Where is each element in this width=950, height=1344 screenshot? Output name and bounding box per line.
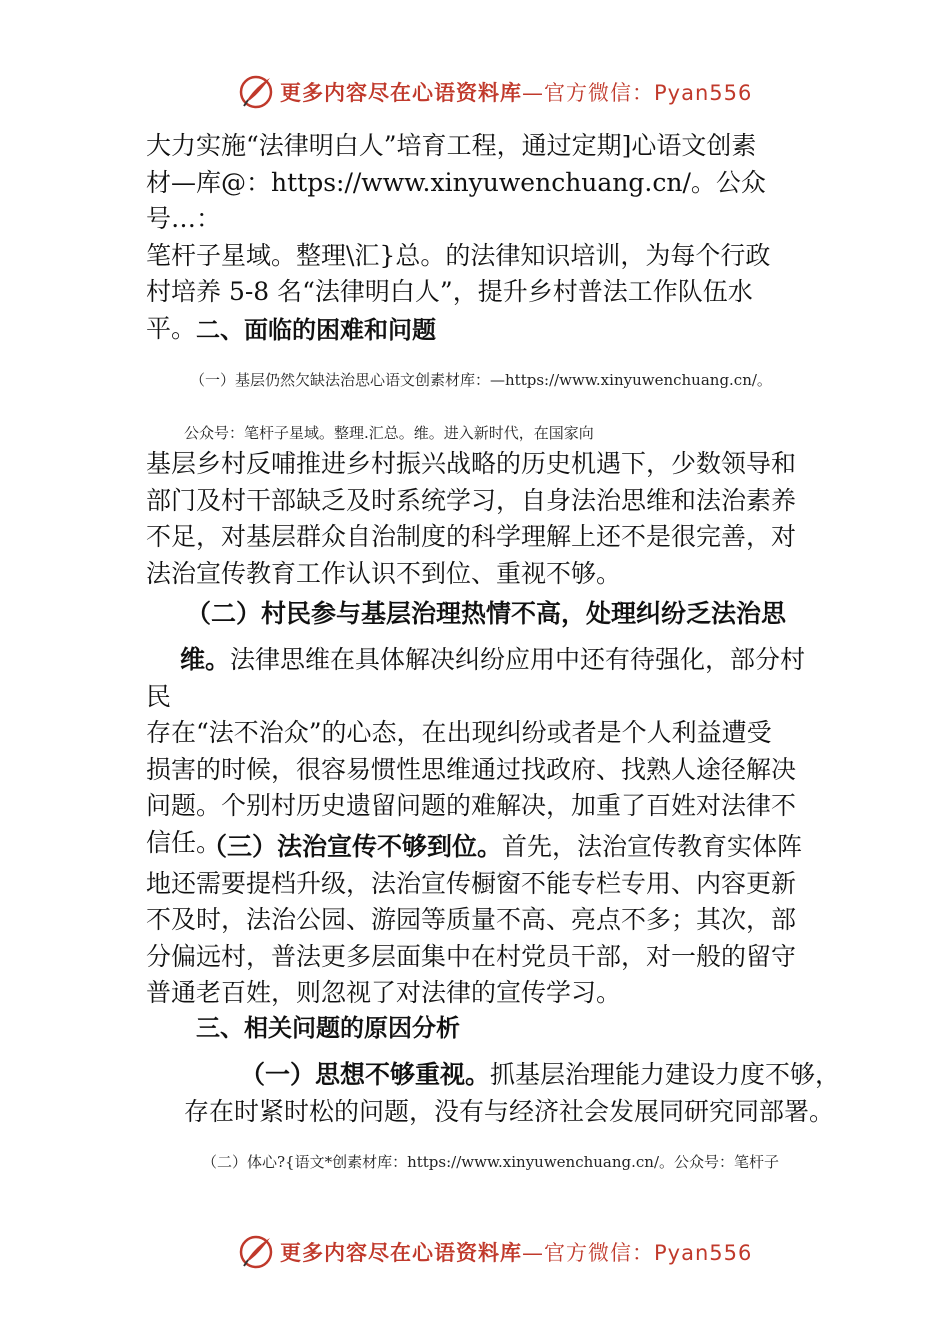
note-line-2: 公众号：笔杆子星域。整理.汇总。维。进入新时代，在国家向	[184, 424, 594, 442]
banner-text: 更多内容尽在心语资料库—官方微信：Pyan556	[280, 1241, 753, 1265]
note-line-1: （一）基层仍然欠缺法治思心语文创素材库：—https://www.xinyuwenchuang.cn/。	[190, 371, 772, 389]
section-heading-causes: 三、相关问题的原因分析	[196, 1014, 460, 1042]
paragraph-grassroots: 基层乡村反哺推进乡村振兴战略的历史机遇下，少数领导和 部门及村干部缺乏及时系统学习，自身法治思维和法治素养 不足，对基层群众自治制度的科学理解上还不是很完善，对 法治宣传教育工作认识不到位、重视不够。	[146, 449, 797, 588]
paragraph-legal-thinking: 维。法律思维在具体解决纠纷应用中还有待强化，部分村民 存在“法不治众”的心态，在出现纠纷或者是个人利益遭受 损害的时候，很容易惯性思维通过找政府、找熟人途径解决 问题。个别村历史遗留问题的难解决，加重了百姓对法律不 信任。	[146, 645, 806, 857]
paragraph-publicity: （三）法治宣传不够到位。首先，法治宣传教育实体阵 地还需要提档升级，法治宣传橱窗不能专栏专用、内容更新 不及时，法治公园、游园等质量不高、亮点不多；其次，部 分偏远村，普法更多层面集中在村党员干部，对一般的留守 普通老百姓，则忽视了对法律的宣传学习。	[146, 832, 803, 1007]
subheading-publicity: （三）法治宣传不够到位。	[202, 832, 503, 861]
quill-logo-icon	[238, 74, 274, 110]
paragraph-attention-line2: 存在时紧时松的问题，没有与经济社会发展同研究同部署。	[184, 1097, 835, 1126]
paragraph-intro: 大力实施“法律明白人”培育工程，通过定期]心语文创素 材—库@：https://www.xinyuwenchuang.cn/。公众号…： 笔杆子星域。整理\汇}总。的法律知识培训，为每个行政 村培养 5-8 名“法律明白人”，提升乡村普法工作队伍水 平。	[146, 131, 771, 343]
header-banner	[238, 72, 752, 112]
subheading-villager-participation: （二）村民参与基层治理热情不高，处理纠纷乏法治思	[186, 599, 787, 628]
subheading-continued: 维。	[180, 645, 231, 674]
paragraph-attention-line1: （一）思想不够重视。抓基层治理能力建设力度不够，	[240, 1060, 841, 1089]
note-line-3: （二）体心?{语文*创素材库：https://www.xinyuwenchuang.cn/。公众号：笔杆子	[202, 1153, 780, 1171]
subheading-attention: （一）思想不够重视。	[240, 1060, 491, 1089]
banner-text: 更多内容尽在心语资料库—官方微信：Pyan556	[280, 81, 753, 105]
footer-banner	[238, 1232, 752, 1272]
section-heading-problems: 二、面临的困难和问题	[196, 316, 436, 344]
quill-logo-icon	[238, 1234, 274, 1270]
